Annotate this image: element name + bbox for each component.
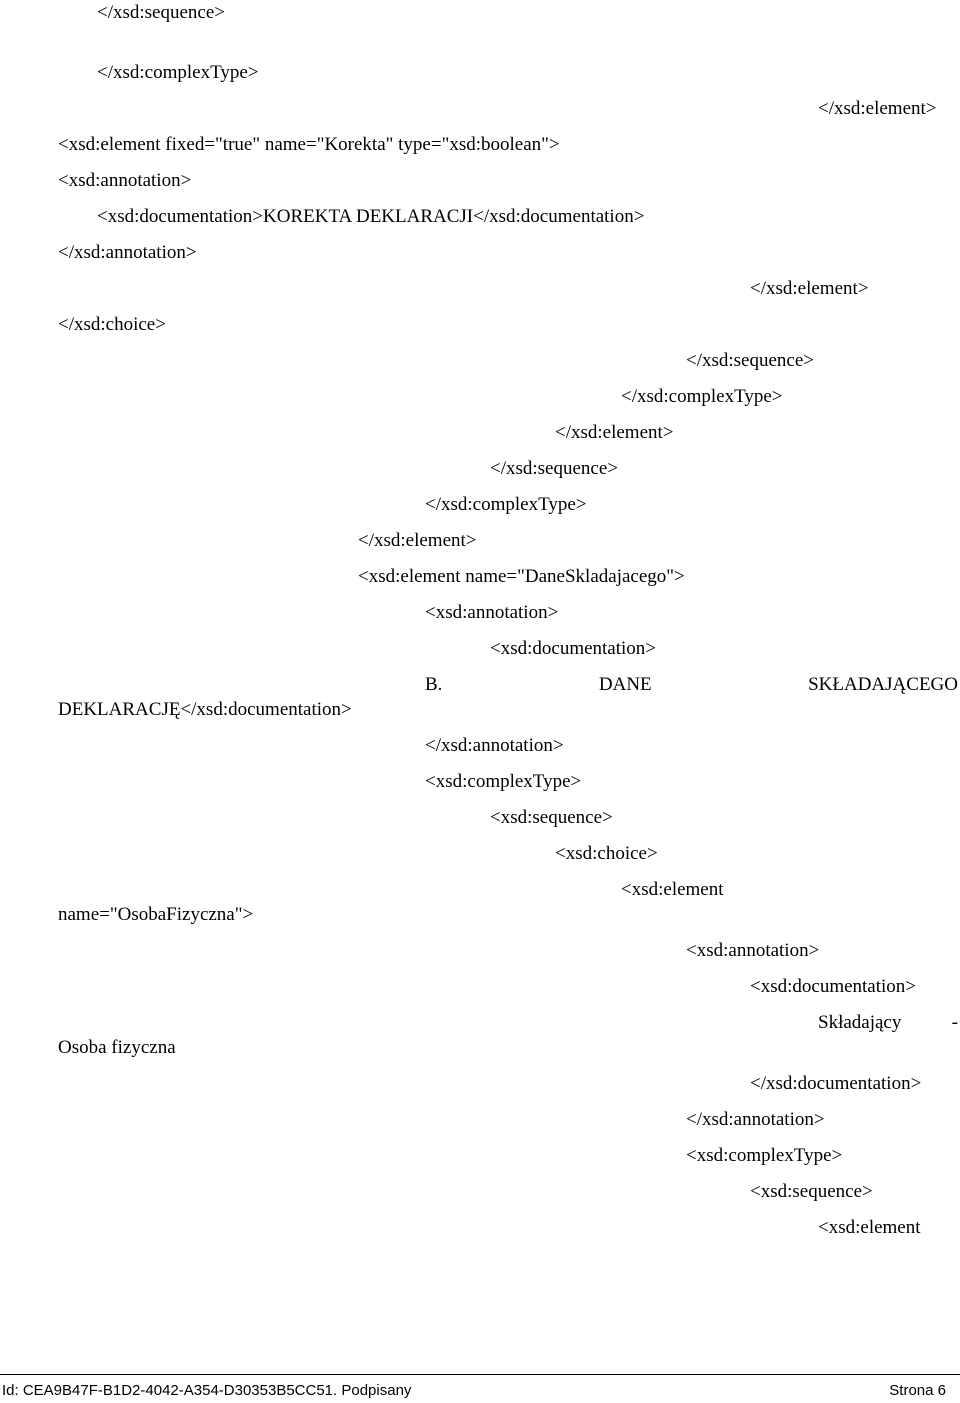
heading-word: SKŁADAJĄCEGO xyxy=(808,674,958,695)
code-line: </xsd:sequence> xyxy=(490,458,619,479)
code-line: </xsd:documentation> xyxy=(750,1073,922,1094)
code-line: </xsd:element> xyxy=(818,98,937,119)
code-line: <xsd:element name="DaneSkladajacego"> xyxy=(358,566,685,587)
heading-word: B. xyxy=(425,674,443,695)
code-line: <xsd:documentation> xyxy=(750,976,917,997)
code-line: <xsd:sequence> xyxy=(490,807,613,828)
code-line: </xsd:sequence> xyxy=(686,350,815,371)
code-line: </xsd:annotation> xyxy=(686,1109,825,1130)
heading-word: DANE xyxy=(598,674,652,695)
code-line: <xsd:element xyxy=(818,1217,921,1238)
code-line: <xsd:annotation> xyxy=(58,170,192,191)
code-line: <xsd:element fixed="true" name="Korekta" type="xsd:boolean"> xyxy=(58,134,560,155)
code-line: <xsd:documentation>KOREKTA DEKLARACJI</xsd:documentation> xyxy=(97,206,645,227)
code-line: </xsd:element> xyxy=(555,422,674,443)
code-line: <xsd:choice> xyxy=(555,843,658,864)
code-line: </xsd:sequence> xyxy=(97,2,226,23)
code-line: <xsd:documentation> xyxy=(490,638,657,659)
code-line: Osoba fizyczna xyxy=(58,1037,176,1058)
code-line: <xsd:annotation> xyxy=(686,940,820,961)
code-line: <xsd:element xyxy=(621,879,724,900)
code-line: </xsd:annotation> xyxy=(425,735,564,756)
document-id: Id: CEA9B47F-B1D2-4042-A354-D30353B5CC51. Podpisany xyxy=(2,1382,412,1399)
code-line: DEKLARACJĘ</xsd:documentation> xyxy=(58,699,352,720)
code-line: </xsd:complexType> xyxy=(425,494,587,515)
code-line: </xsd:element> xyxy=(358,530,477,551)
code-line: Składający xyxy=(818,1012,902,1033)
code-line: <xsd:annotation> xyxy=(425,602,559,623)
justified-heading-line xyxy=(425,675,958,694)
code-line: <xsd:sequence> xyxy=(750,1181,873,1202)
page-footer xyxy=(0,1374,960,1403)
code-line: </xsd:complexType> xyxy=(621,386,783,407)
code-line: </xsd:annotation> xyxy=(58,242,197,263)
code-line: </xsd:choice> xyxy=(58,314,166,335)
page-number: Strona 6 xyxy=(889,1382,946,1399)
code-line: </xsd:complexType> xyxy=(97,62,259,83)
code-line: </xsd:element> xyxy=(750,278,869,299)
code-line: <xsd:complexType> xyxy=(425,771,582,792)
code-line: name="OsobaFizyczna"> xyxy=(58,904,254,925)
code-line: - xyxy=(951,1012,958,1033)
code-line: <xsd:complexType> xyxy=(686,1145,843,1166)
